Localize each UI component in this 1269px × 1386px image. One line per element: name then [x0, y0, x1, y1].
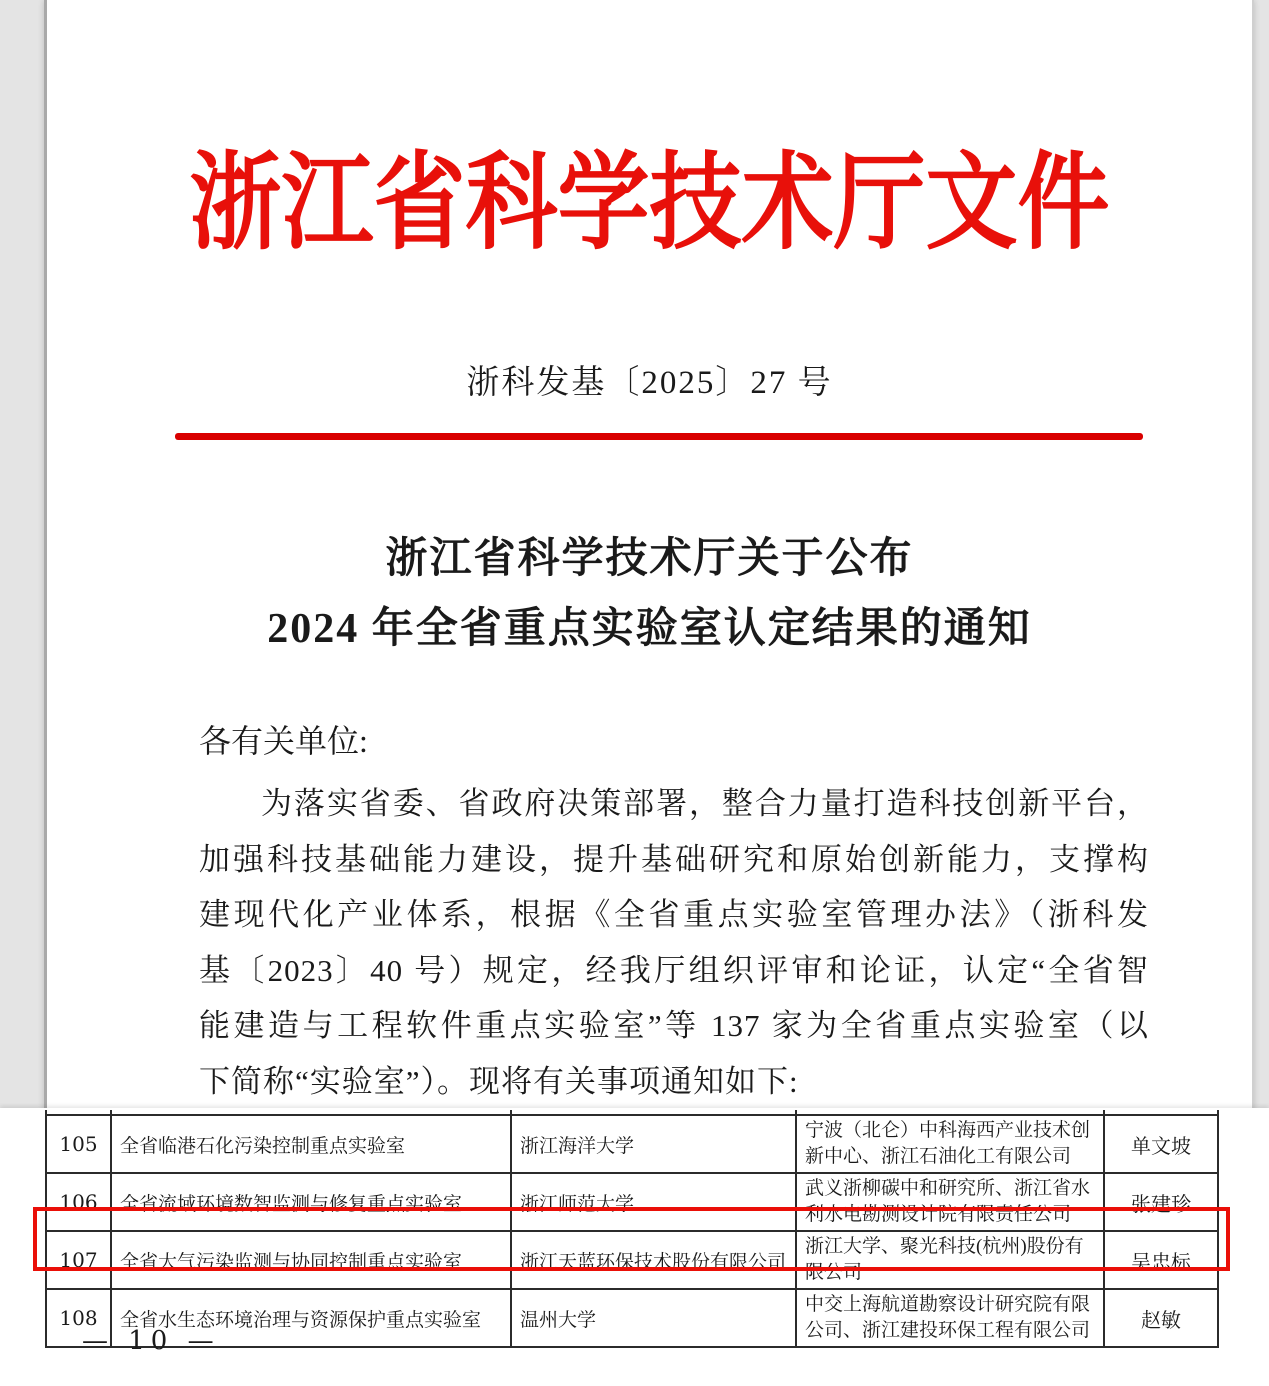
body-line: 能建造与工程软件重点实验室”等 137 家为全省重点实验室（以 — [199, 1008, 1149, 1043]
body-line: 加强科技基础能力建设，提升基础研究和原始创新能力，支撑构 — [199, 841, 1149, 877]
host-unit-cell: 浙江海洋大学 — [511, 1115, 796, 1173]
table-row — [46, 1173, 1218, 1231]
subject-line-2: 2024 年全省重点实验室认定结果的通知 — [267, 606, 1032, 652]
page-number: — 10 — — [82, 1326, 220, 1356]
body-line: 基〔2023〕40 号）规定，经我厅组织评审和论证，认定“全省智 — [199, 952, 1149, 988]
salutation: 各有关单位: — [199, 723, 368, 759]
body-line: 为落实省委、省政府决策部署，整合力量打造科技创新平台， — [261, 786, 1149, 821]
body-line: 下简称“实验室”）。现将有关事项通知如下: — [199, 1063, 799, 1099]
lab-name-cell: 全省水生态环境治理与资源保护重点实验室 — [111, 1289, 511, 1347]
table-row — [46, 1115, 1218, 1173]
director-cell: 单文坡 — [1104, 1115, 1218, 1173]
partner-units-cell: 浙江大学、聚光科技(杭州)股份有限公司 — [796, 1231, 1104, 1289]
notice-body — [199, 776, 1149, 1109]
body-line: 建现代化产业体系，根据《全省重点实验室管理办法》（浙科发 — [199, 897, 1149, 932]
row-number-cell: 107 — [46, 1231, 111, 1289]
lab-name-cell: 全省临港石化污染控制重点实验室 — [111, 1115, 511, 1173]
partner-units-cell: 宁波（北仑）中科海西产业技术创新中心、浙江石油化工有限公司 — [796, 1115, 1104, 1173]
host-unit-cell: 浙江天蓝环保技术股份有限公司 — [511, 1231, 796, 1289]
row-number-cell: 108 — [46, 1289, 111, 1347]
partner-units-cell: 中交上海航道勘察设计研究院有限公司、浙江建投环保工程有限公司 — [796, 1289, 1104, 1347]
director-cell: 张建珍 — [1104, 1173, 1218, 1231]
director-cell: 赵敏 — [1104, 1289, 1218, 1347]
red-separator-rule — [175, 433, 1143, 440]
host-unit-cell: 温州大学 — [511, 1289, 796, 1347]
subject-line-1: 浙江省科学技术厅关于公布 — [385, 536, 914, 582]
notice-subject-title — [47, 524, 1252, 664]
results-table — [45, 1110, 1219, 1348]
results-table-section — [0, 1108, 1269, 1386]
row-number-cell: 106 — [46, 1173, 111, 1231]
document-header-title: 浙江省科学技术厅文件 — [189, 144, 1110, 262]
lab-name-cell: 全省大气污染监测与协同控制重点实验室 — [111, 1231, 511, 1289]
table-row-highlighted — [46, 1231, 1218, 1289]
document-number: 浙科发基〔2025〕27 号 — [466, 365, 833, 401]
partner-units-cell: 武义浙柳碳中和研究所、浙江省水利水电勘测设计院有限责任公司 — [796, 1173, 1104, 1231]
host-unit-cell: 浙江师范大学 — [511, 1173, 796, 1231]
row-number-cell: 105 — [46, 1115, 111, 1173]
lab-name-cell: 全省流域环境数智监测与修复重点实验室 — [111, 1173, 511, 1231]
document-page — [44, 0, 1254, 1112]
director-cell: 吴忠标 — [1104, 1231, 1218, 1289]
table-row — [46, 1289, 1218, 1347]
